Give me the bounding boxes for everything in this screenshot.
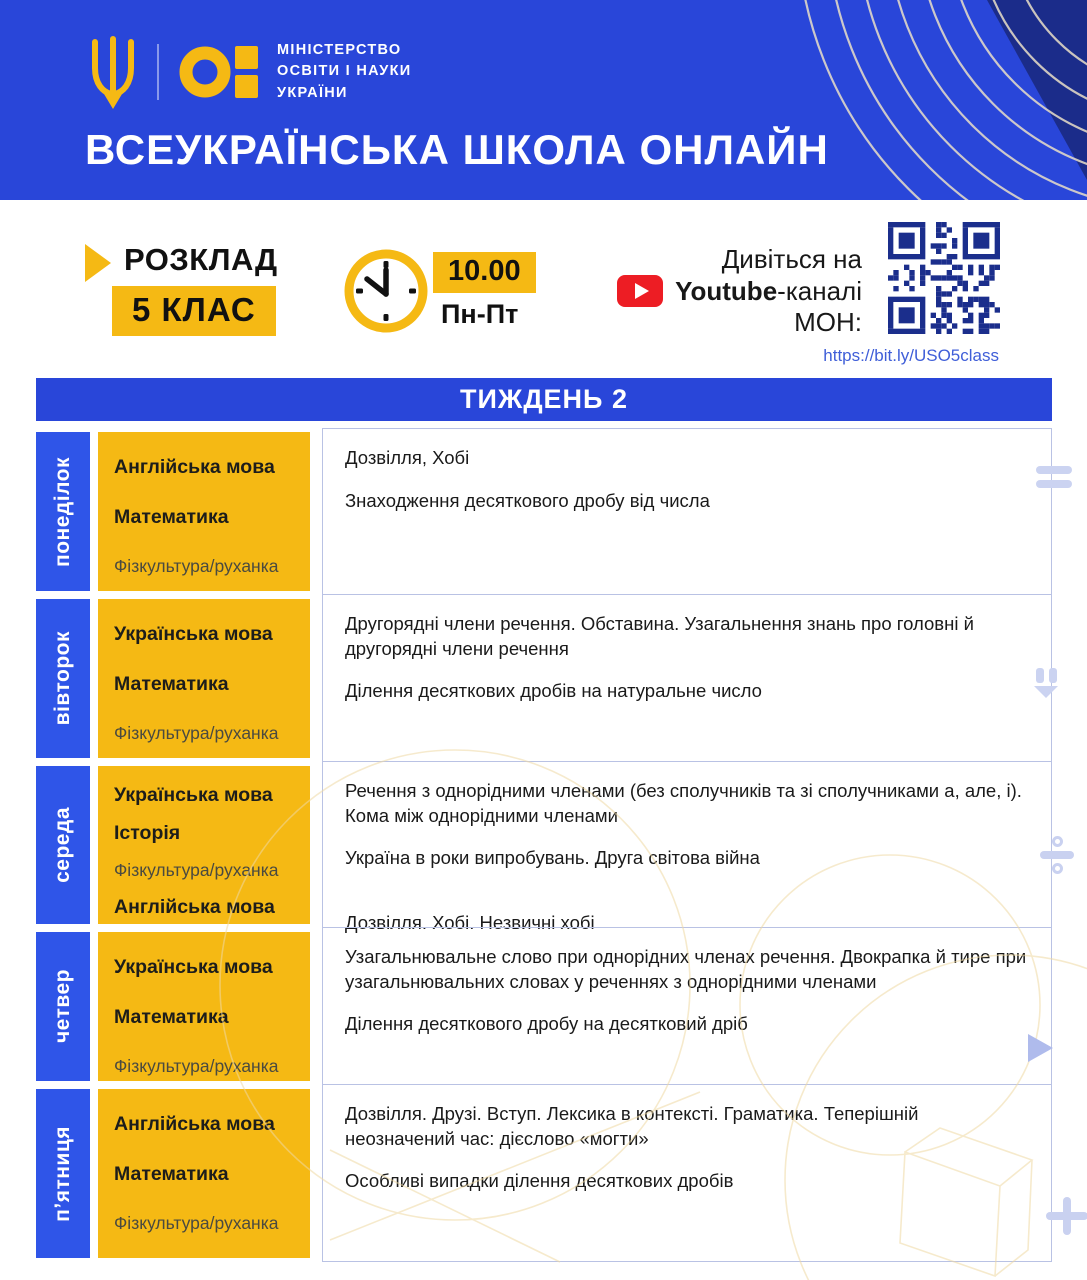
weekdays-range: Пн-Пт [441, 299, 519, 329]
logo-divider [157, 44, 159, 100]
subject: Фізкультура/руханка [114, 1213, 279, 1233]
subject: Українська мова [114, 784, 273, 806]
schedule-row-monday [36, 428, 1052, 595]
schedule-row-thursday [36, 928, 1052, 1085]
page-title: ВСЕУКРАЇНСЬКА ШКОЛА ОНЛАЙН [85, 126, 829, 173]
arrow-marker-icon [85, 244, 111, 282]
topic: Дозвілля, Хобі [345, 447, 470, 468]
day-label: середа [51, 807, 74, 883]
subjects-wednesday [98, 766, 310, 924]
topic: Дозвілля. Хобі. Незвичні хобі [345, 911, 595, 933]
subject: Українська мова [114, 956, 273, 978]
info-strip [0, 200, 1087, 378]
subjects-monday [98, 432, 310, 591]
clock-icon [343, 248, 429, 334]
subject: Українська мова [114, 623, 273, 645]
topic: Особливі випадки ділення десяткових дробів [345, 1170, 734, 1192]
day-tab-friday [36, 1089, 90, 1258]
division-icon [1040, 836, 1074, 874]
topic: Ділення десяткового дробу на десятковий дріб [345, 1013, 748, 1035]
subject: Фізкультура/руханка [114, 860, 279, 880]
subject: Фізкультура/руханка [114, 1056, 279, 1076]
ministry-name-line2: ОСВІТИ І НАУКИ [277, 63, 412, 80]
ministry-name-line1: МІНІСТЕРСТВО [277, 42, 402, 59]
play-icon [1028, 1034, 1053, 1062]
topics-monday [322, 428, 1052, 595]
ministry-name [277, 40, 412, 103]
mon-logo-icon [179, 46, 259, 98]
header-banner [0, 0, 1087, 200]
subjects-thursday [98, 932, 310, 1081]
topic: Україна в роки випробувань. Друга світова війна [345, 847, 760, 869]
subject: Математика [114, 673, 229, 695]
topic: Речення з однорідними членами (без сполучників та зі сполучниками а, але, і). Кома між однорідними членами [345, 780, 1022, 826]
watch-prefix: Дивіться на [721, 244, 862, 274]
day-tab-thursday [36, 932, 90, 1081]
day-label: четвер [51, 969, 74, 1044]
subject: Англійська мова [114, 1113, 275, 1135]
topic: Дозвілля. Друзі. Вступ. Лексика в контексті. Граматика. Теперішній неозначений час: дієслово «могти» [345, 1103, 919, 1149]
topic: Ділення десяткових дробів на натуральне число [345, 680, 762, 702]
day-label: вівторок [51, 631, 74, 726]
youtube-callout [617, 244, 862, 338]
day-label: п’ятниця [51, 1125, 74, 1222]
subjects-friday [98, 1089, 310, 1258]
subject: Історія [114, 822, 181, 844]
subjects-tuesday [98, 599, 310, 758]
subject: Математика [114, 1163, 229, 1185]
topics-tuesday [322, 594, 1052, 762]
schedule-row-tuesday [36, 595, 1052, 762]
subject: Математика [114, 1006, 229, 1028]
watch-channel-rest: -каналі [777, 275, 862, 306]
plus-icon [1046, 1212, 1087, 1220]
day-tab-monday [36, 432, 90, 591]
subject: Англійська мова [114, 456, 275, 478]
day-tab-wednesday [36, 766, 90, 924]
schedule-row-friday [36, 1085, 1052, 1262]
ministry-name-line3: УКРАЇНИ [277, 84, 348, 101]
day-tab-tuesday [36, 599, 90, 758]
schedule-row-wednesday [36, 762, 1052, 933]
qr-code [888, 222, 1000, 334]
schedule-table [36, 378, 1052, 1262]
subject: Математика [114, 506, 229, 528]
schedule-grid [36, 428, 1052, 1262]
arrow-down-icon [1034, 668, 1058, 698]
topic: Другорядні члени речення. Обставина. Узагальнення знань про головні й другорядні члени речення [345, 613, 974, 659]
class-badge: 5 КЛАС [112, 286, 276, 336]
topics-wednesday [322, 761, 1052, 933]
time-badge: 10.00 [433, 252, 536, 293]
topics-thursday [322, 927, 1052, 1085]
week-header: ТИЖДЕНЬ 2 [36, 378, 1052, 421]
ministry-logo-block [85, 34, 412, 110]
schedule-link[interactable]: https://bit.ly/USO5class [823, 346, 999, 365]
subject: Фізкультура/руханка [114, 556, 279, 576]
equals-icon [1036, 466, 1072, 494]
watch-channel-bold: Youtube [675, 275, 778, 306]
topic: Знаходження десяткового дробу від числа [345, 489, 710, 511]
youtube-icon [617, 275, 663, 307]
watch-channel-line [617, 275, 862, 307]
trident-icon [85, 34, 141, 110]
schedule-label: РОЗКЛАД [124, 242, 278, 277]
subject: Англійська мова [114, 896, 275, 918]
topic: Узагальнювальне слово при однорідних членах речення. Двокрапка й тире при узагальнювальних словах у реченнях з однорідними членами [345, 946, 1027, 992]
day-label: понеділок [51, 456, 74, 567]
watch-org: МОН: [794, 307, 862, 338]
subject: Фізкультура/руханка [114, 723, 279, 743]
topics-friday [322, 1084, 1052, 1262]
